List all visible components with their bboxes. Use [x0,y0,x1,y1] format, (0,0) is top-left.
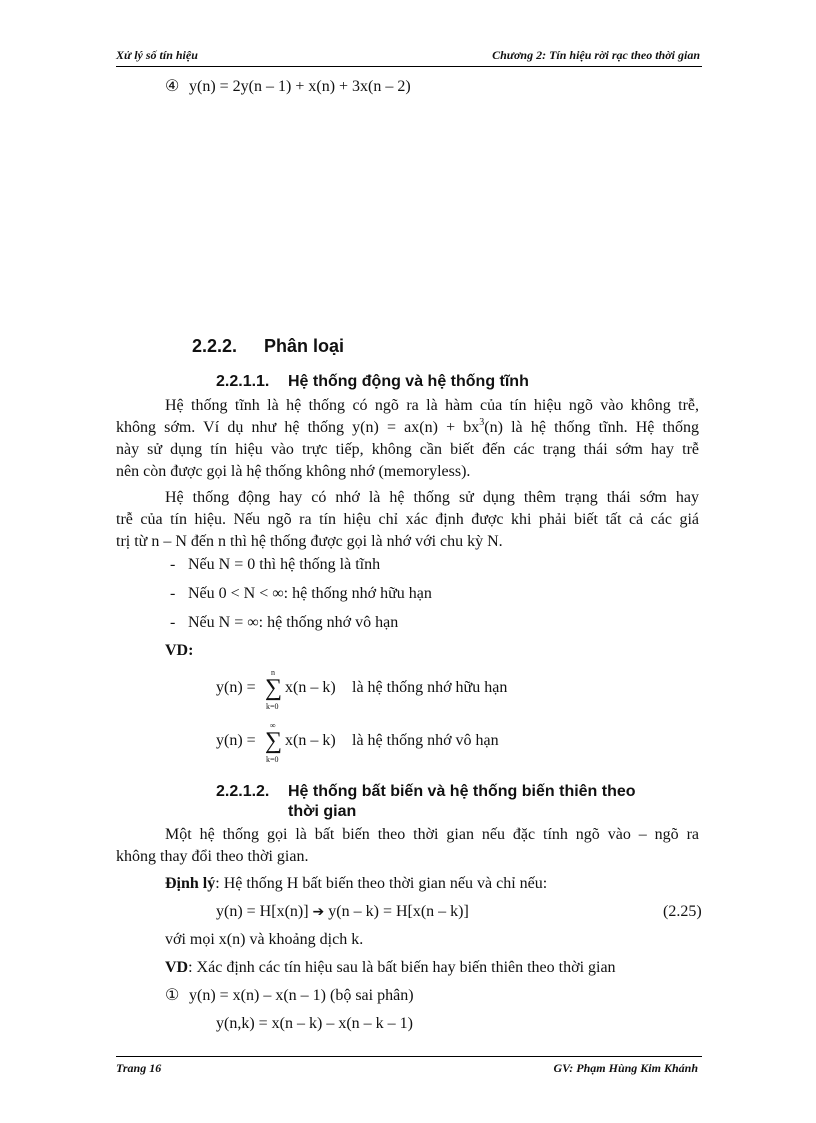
sub1-number: 2.2.1.1. [216,373,270,390]
arrow-right-icon: ➔ [312,904,325,920]
sub1-p2-line3: trị từ n – N đến n thì hệ thống được gọi là nhớ với chu kỳ N. [116,533,503,550]
example2-lower: k=0 [266,755,279,764]
bullet-item: - Nếu N = 0 thì hệ thống là tĩnh [170,556,381,573]
sub1-p2-line1: Hệ thống động hay có nhớ là hệ thống sử dụng thêm trạng thái sớm hay [165,489,699,506]
sub2-p1-line1: Một hệ thống gọi là bất biến theo thời gian nếu đặc tính ngõ vào – ngõ ra [165,826,699,843]
sub1-p1-line3: này sử dụng tín hiệu vào trực tiếp, không cần biết đến các trạng thái sớm hay trễ [116,441,699,458]
sigma-icon: ∑ [265,728,283,754]
circled-one-icon: ① [165,987,180,1004]
bullet-item: - Nếu 0 < N < ∞: hệ thống nhớ hữu hạn [170,585,432,602]
example2-upper: ∞ [270,721,276,730]
sub1-p1-line4: nên còn được gọi là hệ thống không nhớ (memoryless). [116,463,471,480]
example2-lhs: y(n) = [216,732,256,749]
sub1-p1-line1: Hệ thống tĩnh là hệ thống có ngõ ra là hàm của tín hiệu ngõ vào không trễ, [165,397,699,414]
item4-equation: y(n) = 2y(n – 1) + x(n) + 3x(n – 2) [189,78,411,95]
example1-lhs: y(n) = [216,679,256,696]
example2-term: x(n – k) [285,732,336,749]
vd2-label: VD [165,959,189,976]
bullet-item: - Nếu N = ∞: hệ thống nhớ vô hạn [170,614,399,631]
item1-shift: y(n,k) = x(n – k) – x(n – k – 1) [216,1015,413,1032]
example1-text: là hệ thống nhớ hữu hạn [352,679,508,696]
sub2-number: 2.2.1.2. [216,783,270,800]
sub1-title: Hệ thống động và hệ thống tĩnh [288,373,529,390]
equation-2-25: y(n) = H[x(n)] ➔ y(n – k) = H[x(n – k)] [216,903,469,920]
sub2-title-line1: Hệ thống bất biến và hệ thống biến thiên theo [288,783,636,800]
footer-right: GV: Phạm Hùng Kim Khánh [553,1061,698,1075]
theorem-line [165,873,547,895]
circled-four-icon: ④ [165,78,180,95]
theorem-text: : Hệ thống H bất biến theo thời gian nếu và chỉ nếu: [215,875,548,892]
sigma-icon: ∑ [265,675,283,701]
sub2-title-line2: thời gian [288,803,357,820]
sub1-p2-line2: trễ của tín hiệu. Nếu ngõ ra tín hiệu chỉ xác định được khi phải biết tất cả các giá [116,511,699,528]
sub2-heading [216,782,636,820]
vd-label: VD: [165,642,194,659]
header-right: Chương 2: Tín hiệu rời rạc theo thời gian [492,48,700,62]
example1-lower: k=0 [266,702,279,711]
equation-note: với mọi x(n) và khoảng dịch k. [165,931,364,948]
section-number: 2.2.2. [192,336,238,356]
item4-line [165,76,411,98]
sub1-heading [216,373,529,391]
footer-left: Trang 16 [116,1061,162,1075]
theorem-label: Định lý [165,875,216,892]
item1-line [165,985,414,1007]
example2-text: là hệ thống nhớ vô hạn [352,732,499,749]
example1-term: x(n – k) [285,679,336,696]
equation-number: (2.25) [663,903,702,920]
vd2-text: : Xác định các tín hiệu sau là bất biến hay biến thiên theo thời gian [188,959,616,976]
example1-upper: n [271,668,275,677]
header-left: Xử lý số tín hiệu [116,48,198,62]
footer-rule [116,1056,702,1057]
item1-equation: y(n) = x(n) – x(n – 1) (bộ sai phân) [189,987,414,1004]
header-rule [116,66,702,67]
vd2-line [165,957,616,979]
section-heading [192,336,345,357]
sub2-p1-line2: không thay đổi theo thời gian. [116,848,309,865]
sub1-p1-line2: không sớm. Ví dụ như hệ thống $y(n) = ax(n) + bx^3(n)$ là hệ thống tĩnh. Hệ thống [116,417,699,436]
section-title: Phân loại [264,336,345,356]
